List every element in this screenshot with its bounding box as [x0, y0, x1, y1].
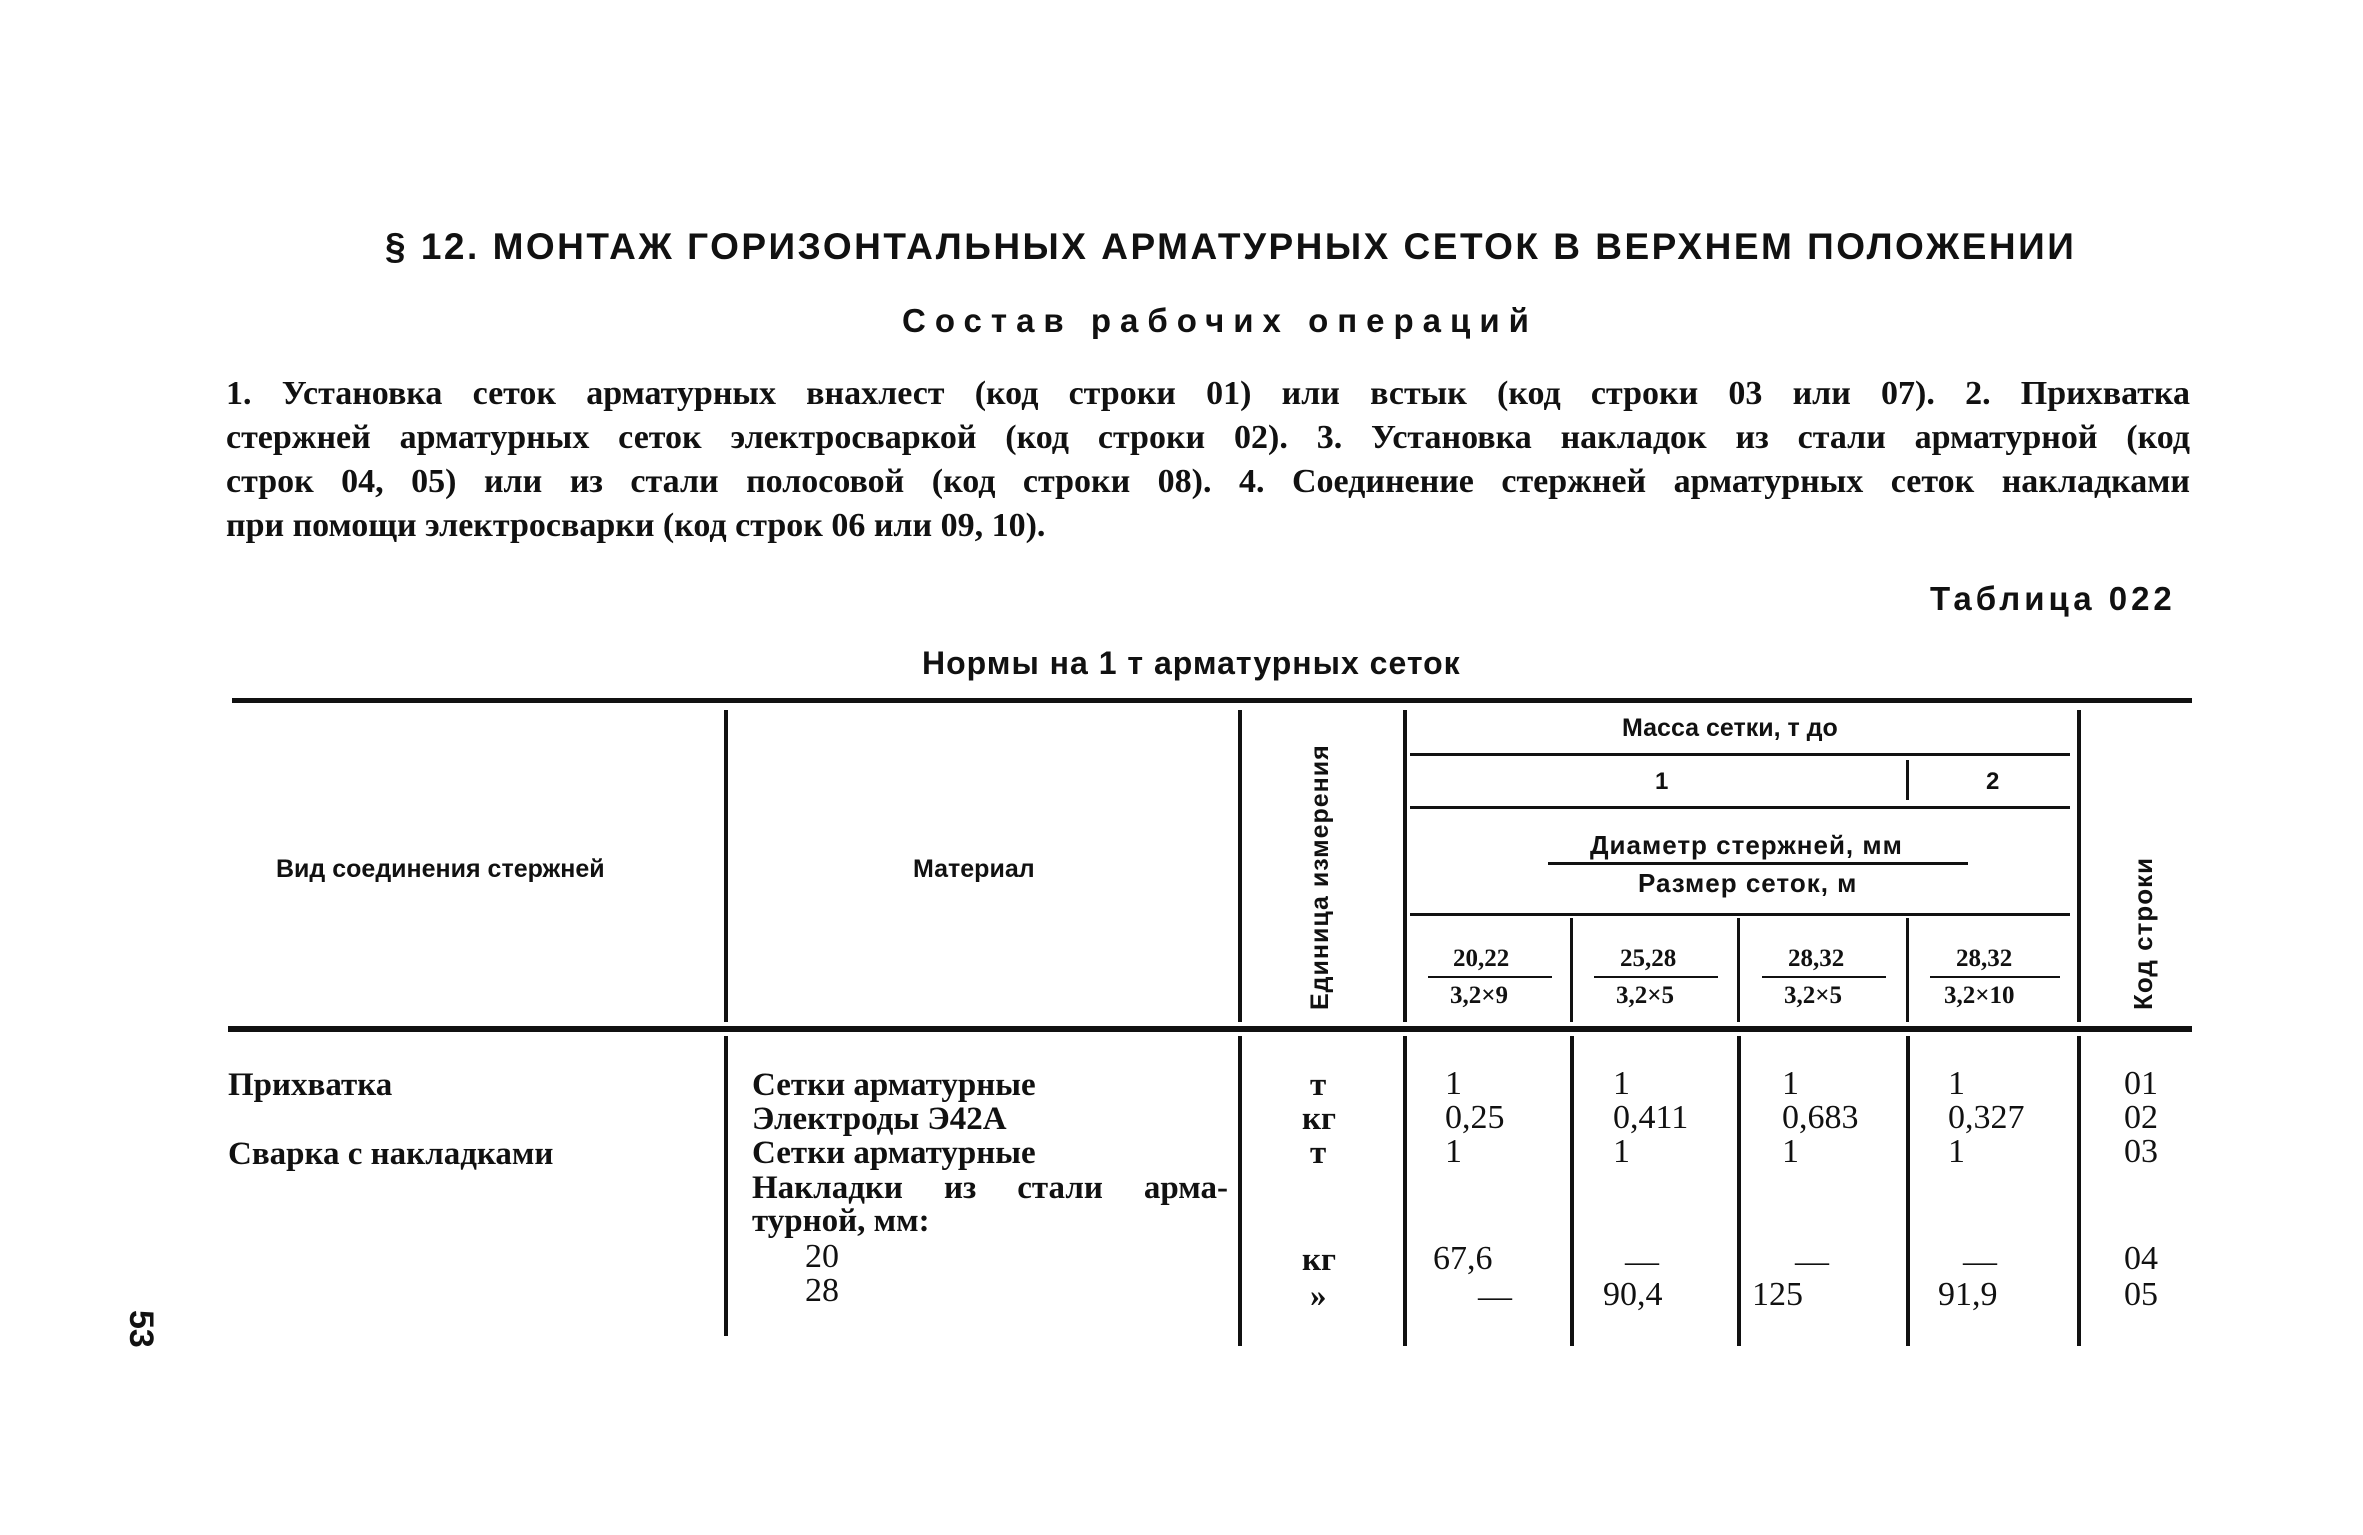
code-cell: 03 [2124, 1133, 2158, 1170]
header-diameter: Диаметр стержней, мм [1590, 830, 1903, 860]
value-cell: 90,4 [1603, 1276, 1663, 1313]
table-top-rule [232, 698, 2192, 703]
col-divider [1570, 918, 1573, 1022]
header-size: Размер сеток, м [1638, 868, 1858, 898]
material-cell: 20 [805, 1238, 839, 1275]
page-number: 53 [122, 1310, 160, 1348]
header-rule [1410, 913, 2070, 916]
header-mass-group: Масса сетки, т до [1622, 714, 1838, 742]
unit-cell: т [1310, 1135, 1327, 1171]
col-divider [1570, 1036, 1574, 1346]
paragraph-line: стержней арматурных сеток электросваркой (код строки 02). 3. Установка накладок из стали арматурной (код [226, 419, 2190, 456]
col-size: 3,2×5 [1784, 982, 1842, 1009]
header-rule [1410, 753, 2070, 756]
section-heading: § 12. МОНТАЖ ГОРИЗОНТАЛЬНЫХ АРМАТУРНЫХ СЕТОК В ВЕРХНЕМ ПОЛОЖЕНИИ [385, 226, 2077, 267]
col-diameter: 28,32 [1956, 945, 2013, 972]
col-divider [1737, 1036, 1741, 1346]
col-size: 3,2×10 [1944, 982, 2015, 1009]
unit-cell: кг [1302, 1101, 1336, 1137]
header-code: Код строки [2128, 856, 2158, 1010]
material-cell: Сетки арматурные [752, 1135, 1036, 1171]
fraction-rule [1594, 976, 1718, 978]
value-cell: 1 [1445, 1133, 1462, 1170]
col-divider [1403, 710, 1407, 1022]
paragraph-line: 1. Установка сеток арматурных внахлест (код строки 01) или встык (код строки 03 или 07). 2. Прихватка [226, 375, 2190, 412]
operations-paragraph [226, 372, 2190, 548]
joint-type-cell: Прихватка [228, 1067, 393, 1103]
material-cell: Электроды Э42А [752, 1101, 1007, 1137]
value-cell: — [1795, 1243, 1829, 1280]
value-cell: 1 [1782, 1065, 1799, 1102]
col-size: 3,2×5 [1616, 982, 1674, 1009]
code-cell: 02 [2124, 1099, 2158, 1136]
value-cell: 1 [1782, 1133, 1799, 1170]
col-divider [1737, 918, 1740, 1022]
header-mass-2: 2 [1986, 768, 2000, 795]
value-cell: 67,6 [1433, 1240, 1493, 1277]
paragraph-line: при помощи электросварки (код строк 06 или 09, 10). [226, 507, 1046, 544]
value-cell: 0,327 [1948, 1099, 2025, 1136]
value-cell: 1 [1613, 1133, 1630, 1170]
col-diameter: 20,22 [1453, 945, 1510, 972]
section-subheading: Состав рабочих операций [902, 302, 1538, 339]
col-size: 3,2×9 [1450, 982, 1508, 1009]
code-cell: 04 [2124, 1240, 2158, 1277]
value-cell: 91,9 [1938, 1276, 1998, 1313]
col-diameter: 25,28 [1620, 945, 1677, 972]
col-divider [724, 1036, 728, 1336]
code-cell: 01 [2124, 1065, 2158, 1102]
col-divider [2077, 1036, 2081, 1346]
header-unit: Единица измерения [1306, 744, 1334, 1010]
value-cell: — [1625, 1243, 1659, 1280]
code-cell: 05 [2124, 1276, 2158, 1313]
value-cell: 1 [1948, 1133, 1965, 1170]
unit-cell: » [1310, 1278, 1327, 1314]
value-cell: 0,683 [1782, 1099, 1859, 1136]
col-divider [724, 710, 728, 1022]
table-number: Таблица 022 [1930, 580, 2176, 617]
col-divider [1403, 1036, 1407, 1346]
paragraph-line: строк 04, 05) или из стали полосовой (код строки 08). 4. Соединение стержней арматурных сеток накладками [226, 463, 2190, 500]
fraction-rule [1762, 976, 1886, 978]
joint-type-cell: Сварка с накладками [228, 1136, 554, 1172]
col-divider [1238, 710, 1242, 1022]
header-material: Материал [913, 855, 1035, 883]
table-title: Нормы на 1 т арматурных сеток [922, 645, 1461, 681]
value-cell: 1 [1445, 1065, 1462, 1102]
value-cell: 1 [1613, 1065, 1630, 1102]
col-divider [1906, 760, 1909, 800]
header-joint-type: Вид соединения стержней [276, 855, 605, 883]
value-cell: — [1963, 1243, 1997, 1280]
value-cell: — [1478, 1278, 1512, 1315]
value-cell: 1 [1948, 1065, 1965, 1102]
fraction-rule [1930, 976, 2060, 978]
col-diameter: 28,32 [1788, 945, 1845, 972]
value-cell: 0,411 [1613, 1099, 1689, 1136]
header-mass-1: 1 [1655, 768, 1669, 795]
fraction-rule [1428, 976, 1552, 978]
value-cell: 0,25 [1445, 1099, 1505, 1136]
fraction-rule [1548, 862, 1968, 865]
material-cell: Сетки арматурные [752, 1067, 1036, 1103]
material-cell: 28 [805, 1272, 839, 1309]
col-divider [1238, 1036, 1242, 1346]
col-divider [1906, 1036, 1910, 1346]
unit-cell: кг [1302, 1242, 1336, 1278]
col-divider [2077, 710, 2081, 1022]
table-header-rule [228, 1026, 2192, 1032]
header-rule [1410, 806, 2070, 809]
value-cell: 125 [1752, 1276, 1803, 1313]
col-divider [1906, 918, 1909, 1022]
material-cell: турной, мм: [752, 1203, 930, 1239]
material-cell: Накладки из стали арма- [752, 1170, 1228, 1206]
unit-cell: т [1310, 1067, 1327, 1103]
